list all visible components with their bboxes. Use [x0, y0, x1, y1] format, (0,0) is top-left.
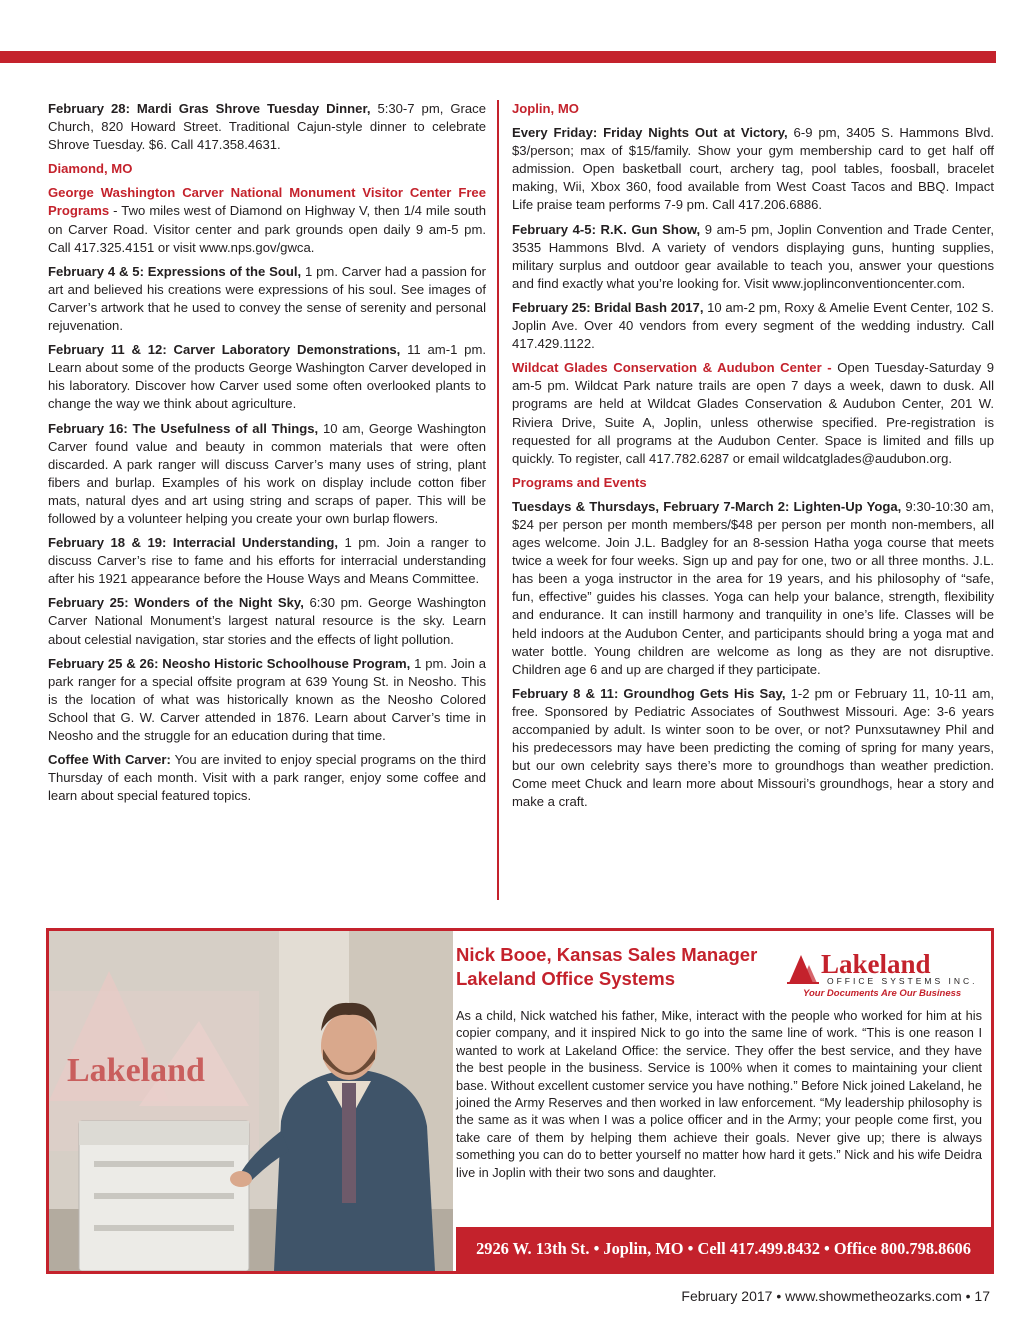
- section-heading-programs: Programs and Events: [512, 474, 647, 490]
- event-title: Every Friday: Friday Nights Out at Victory,: [512, 125, 788, 141]
- event-title: February 28: Mardi Gras Shrove Tuesday Dinner,: [48, 101, 371, 116]
- venue-text: Open Tuesday-Saturday 9 am-5 pm. Wildcat Park nature trails are open 7 days a week, dawn to dusk. All programs are held at Wildcat Glades Conservation & Audubon Center, 201 W. Riviera Drive, Suite A, Joplin, unless otherwise specified. Pre-registration is requested for all programs at the Audubon Center. Space is limited and fills up quickly. To register, call 417.782.6287 or email wildcatglades@audubon.org.: [512, 360, 994, 466]
- event-title: February 4 & 5: Expressions of the Soul,: [48, 263, 302, 279]
- event-text: 6:30 pm. George Washington Carver National Monument’s largest natural resource is the sky. Learn about celestial navigation, star stories and the effects of light pollution.: [48, 595, 486, 647]
- event-text: 1-2 pm or February 11, 10-11 am, free. Sponsored by Pediatric Associates of Southwest Missouri. Age: 3-6 years accompanied by adult. Is winter soon to be over, or not? Punxsutawney Phil and his predecessors may have been predicting the coming of spring for many years, but our own celebrity says there’s more to groundhogs than weather prediction. Come meet Chuck and learn more about Missouri’s groundhogs, hear a story and make a craft.: [512, 685, 994, 810]
- ad-title-line1: Nick Booe, Kansas Sales Manager: [456, 944, 758, 965]
- event-item: [512, 299, 994, 353]
- event-text: 5:30-7 pm, Grace Church, 820 Howard Street. Traditional Cajun-style dinner to celebrate Shrove Tuesday. $6. Call 417.358.4631.: [48, 101, 486, 153]
- photo-illustration: [49, 931, 453, 1271]
- event-title: February 25: Bridal Bash 2017,: [512, 299, 704, 315]
- page-footer: February 2017 • www.showmetheozarks.com • 17: [681, 1288, 990, 1304]
- lakeland-logo: [787, 949, 987, 999]
- event-item: [512, 221, 994, 293]
- event-text: 1 pm. Carver had a passion for art and believed his creations were expressions of his soul. See images of Carver’s artwork that he used to convey the sense of serenity and personal rejuvenation.: [48, 263, 486, 334]
- event-mardi-gras: [48, 100, 486, 154]
- event-item: [48, 341, 486, 413]
- event-title: Tuesdays & Thursdays, February 7-March 2: Lighten-Up Yoga,: [512, 498, 902, 514]
- event-item: [48, 751, 486, 805]
- column-divider: [497, 100, 499, 900]
- event-text: 9:30-10:30 am, $24 per person per month members/$48 per person per month non-members, all ages welcome. Join J.L. Badgley for an 8-session Hatha yoga course that meets twice a week for four weeks. Sign up and pay for one, two or all three months. J.L. has been a yoga instructor in the area for 19 years, and his philosophy of “safe, fun, effective” guides his classes. Yoga can help your balance, strength, flexibility and endurance. It can instill harmony and tranquility in one’s life. Classes will be held indoors at the Audubon Center, and participants should bring a yoga mat and water bottle. Young children are welcome as long as they are not disruptive. Children age 6 and up are charged if they participate.: [512, 498, 994, 677]
- wildcat-intro: [512, 359, 994, 468]
- logo-tagline: Your Documents Are Our Business: [803, 988, 962, 999]
- logo-name: Lakeland: [821, 949, 931, 979]
- section-heading-joplin: Joplin, MO: [512, 101, 579, 116]
- lakeland-logo-mark: [787, 949, 987, 999]
- event-text: 10 am, George Washington Carver found value and beauty in common materials that were often discarded. A park ranger will discuss Carver’s many uses of string, plant fibers and burlap. Examples of his work on display include cotton fiber mats, natural dyes and art using string and scraps of paper. This will be followed by a volunteer helping you create your own burlap flowers.: [48, 420, 486, 526]
- event-text: 6-9 pm, 3405 S. Hammons Blvd. $3/person; max of $15/family. Show your gym membership card to get half off admission. Open basketball court, archery tag, pool tables, foosball, bracelet making, Wii, Xbox 360, food available from West Coast Tacos and BBQ. Impact Life praise team performs 7-9 pm. Call 417.206.6886.: [512, 125, 994, 213]
- event-item: [48, 263, 486, 335]
- carver-center-intro: [48, 184, 486, 256]
- event-text: 10 am-2 pm, Roxy & Amelie Event Center, 102 S. Joplin Ave. Over 40 vendors from every segment of the wedding industry. Call 417.429.1122.: [512, 299, 994, 352]
- ad-body: As a child, Nick watched his father, Mike, interact with the people who worked for him at his copier company, and it inspired Nick to go into the same line of work. “This is one reason I wanted to work at Lakeland Office: the service. They offer the best service, and they have the best people in the business. Service is 100% when it comes to maintaining your client base. Without excellent customer service you have nothing.” Before Nick joined Lakeland, he joined the Army Reserves and then worked in law enforcement. “My leadership philosophy is the same as it was when I was a police officer and in the Army; your people come first, you take care of them by helping them achieve their goals. Never give up; there is always something you can do to better yourself no matter how hard it gets.” Nick and his wife Deidra live in Joplin with their two sons and daughter.: [456, 1008, 982, 1180]
- event-title: February 11 & 12: Carver Laboratory Demonstrations,: [48, 342, 401, 358]
- event-title: February 25: Wonders of the Night Sky,: [48, 595, 304, 611]
- venue-title: George Washington Carver National Monument Visitor Center Free Programs: [48, 185, 486, 219]
- nick-booe-photo: [49, 931, 453, 1271]
- event-title: Coffee With Carver:: [48, 752, 171, 768]
- event-text: 1 pm. Join a ranger to discuss Carver’s rise to fame and his efforts for interracial understanding after his 1921 appearance before the House Ways and Means Committee.: [48, 535, 486, 587]
- event-item: [48, 534, 486, 588]
- venue-title: Wildcat Glades Conservation & Audubon Center -: [512, 360, 832, 376]
- event-text: 11 am-1 pm. Learn about some of the products George Washington Carver developed in his laboratory. Discover how Carver used some often overlooked plants to change the way we think about agriculture.: [48, 342, 486, 412]
- logo-sub: OFFICE SYSTEMS INC.: [827, 976, 978, 986]
- event-item: [48, 594, 486, 648]
- right-column: [512, 100, 994, 817]
- event-text: You are invited to enjoy special programs on the third Thursday of each month. Visit with a park ranger, enjoy some coffee and learn about special featured topics.: [48, 752, 486, 804]
- event-item: [48, 655, 486, 745]
- ad-title-line2: Lakeland Office Systems: [456, 968, 676, 989]
- left-column: [48, 100, 486, 811]
- event-title: February 25 & 26: Neosho Historic Schoolhouse Program,: [48, 655, 411, 671]
- event-item: [512, 685, 994, 812]
- venue-text: - Two miles west of Diamond on Highway V, then 1/4 mile south on Carver Road. Visitor center and park grounds open daily 9 am-5 pm. Call 417.325.4151 or visit www.nps.gov/gwca.: [48, 203, 486, 255]
- event-text: 9 am-5 pm, Joplin Convention and Trade Center, 3535 Hammons Blvd. A variety of vendors displaying guns, hunting supplies, military surplus and outdoor gear available to teach you, answer your questions and find exactly what you’re looking for. Visit www.joplinconventioncenter.com.: [512, 221, 994, 291]
- event-text: 1 pm. Join a park ranger for a special offsite program at 639 Young St. in Neosho. This is the location of what was historically known as the Neosho Colored School that G. W. Carver attended in 1876. Learn about Carver’s time in Neosho and the struggle for an education during that time.: [48, 655, 486, 743]
- event-title: February 16: The Usefulness of all Things,: [48, 420, 319, 436]
- event-item: [512, 498, 994, 679]
- photo-sign-text: Lakeland: [67, 1052, 205, 1089]
- top-accent-bar: [0, 51, 996, 63]
- event-title: February 18 & 19: Interracial Understanding,: [48, 535, 338, 551]
- event-title: February 8 & 11: Groundhog Gets His Say,: [512, 685, 786, 701]
- event-item: [512, 124, 994, 214]
- lakeland-ad: [46, 928, 994, 1274]
- event-title: February 4-5: R.K. Gun Show,: [512, 221, 701, 237]
- section-heading-diamond: Diamond, MO: [48, 161, 133, 177]
- event-item: [48, 420, 486, 529]
- ad-contact-footer: 2926 W. 13th St. • Joplin, MO • Cell 417.499.8432 • Office 800.798.8606: [456, 1227, 991, 1271]
